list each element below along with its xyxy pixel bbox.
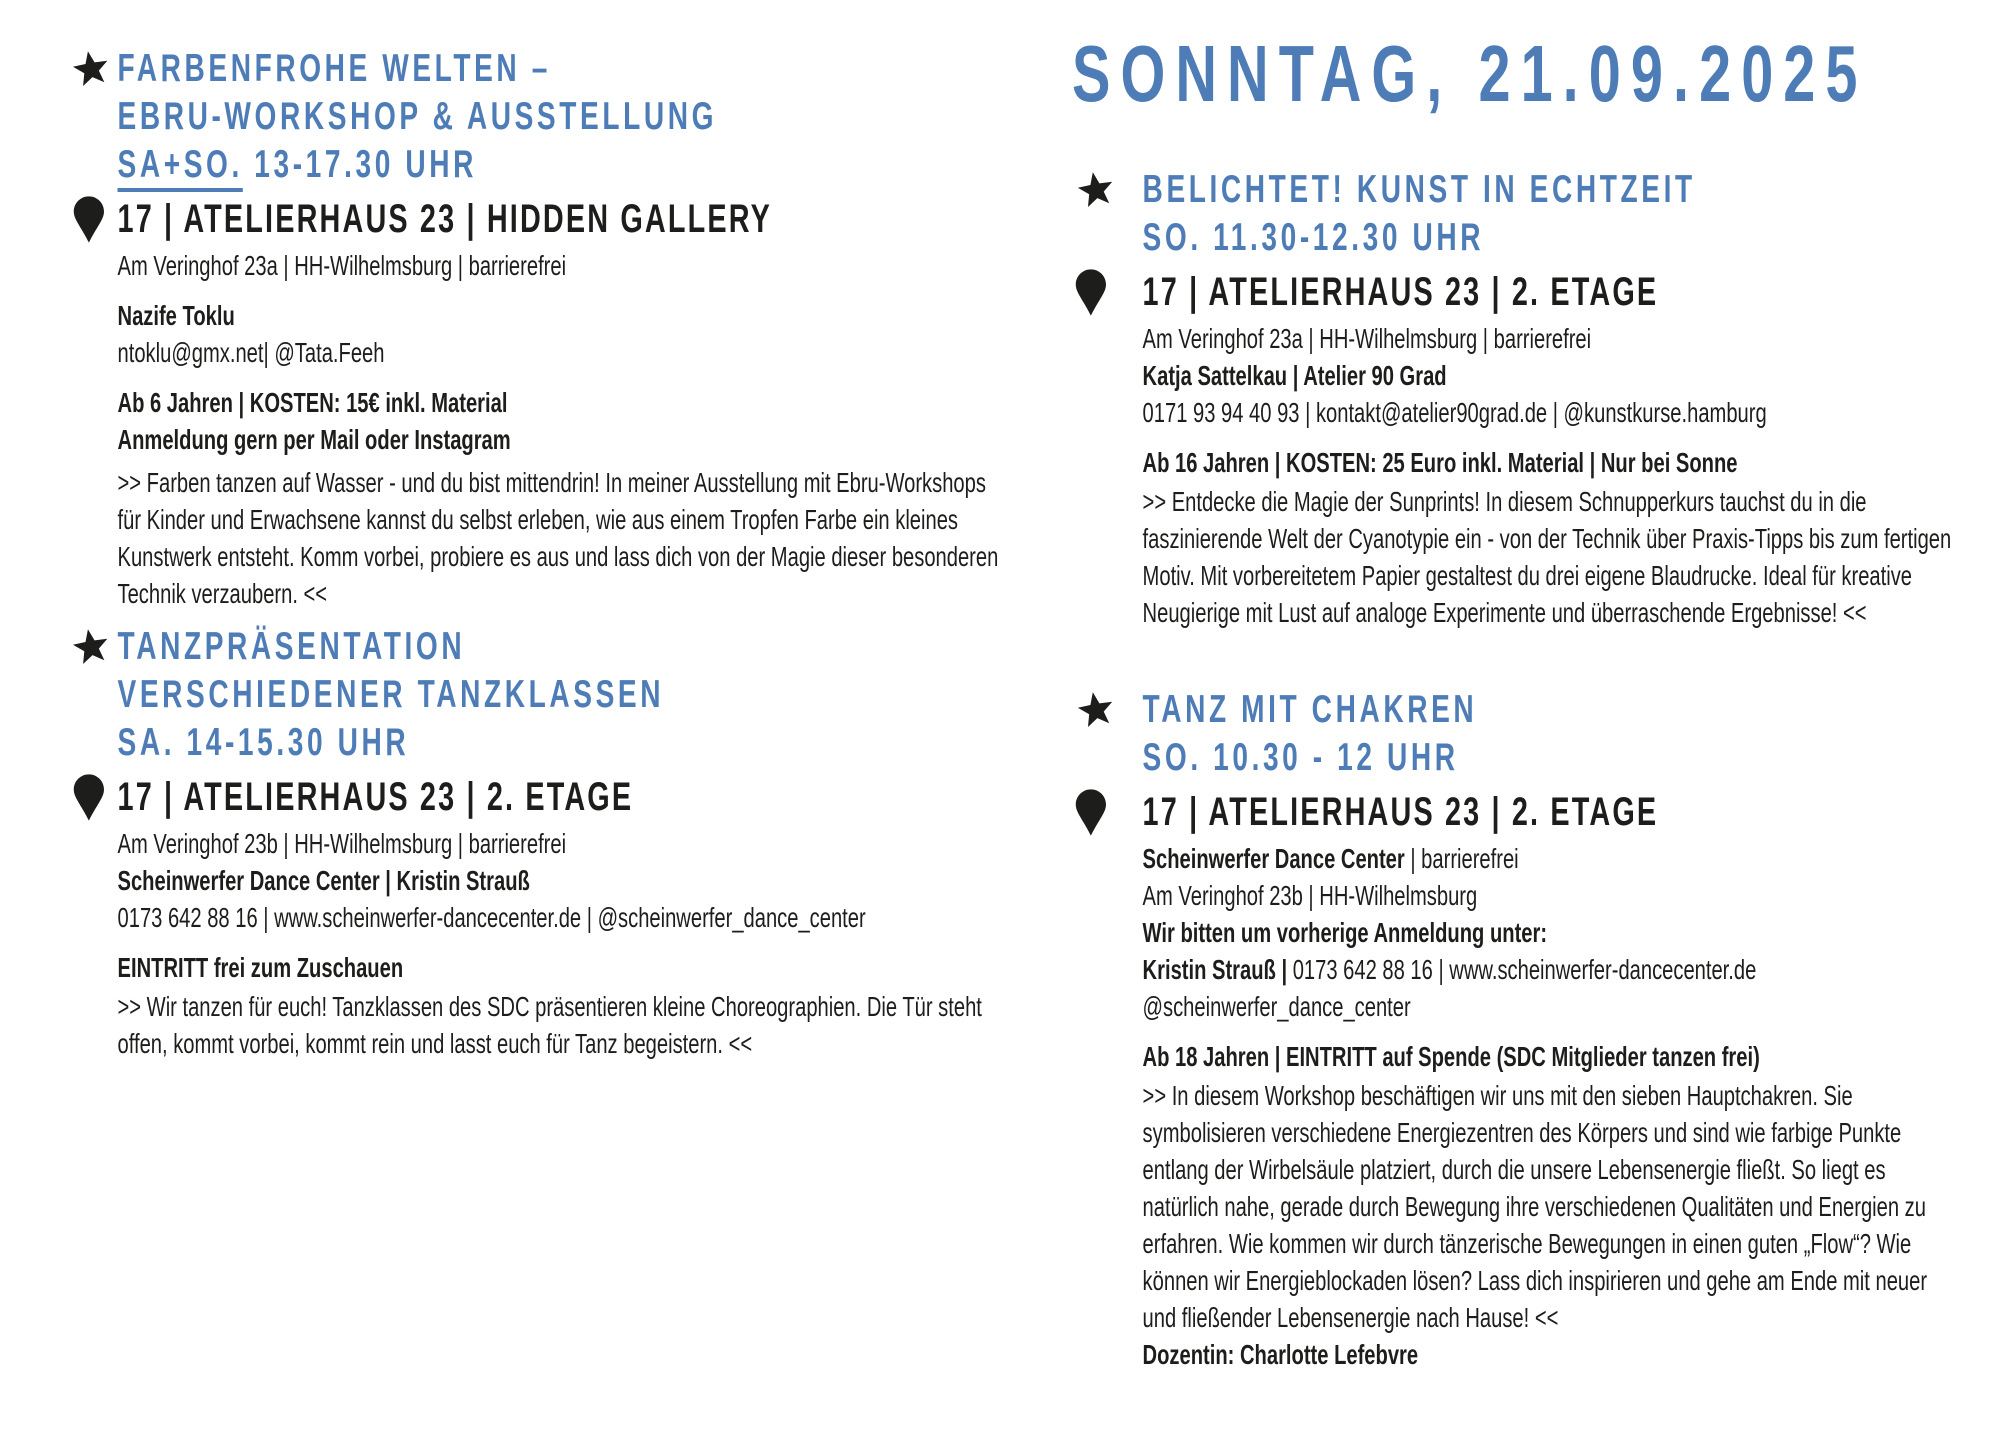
organizer-line — [1143, 840, 1965, 877]
event-title — [118, 623, 1014, 767]
contact-line: 0171 93 94 40 93 | kontakt@atelier90grad.de | @kunstkurse.hamburg — [1142, 397, 1767, 428]
event-title — [1143, 166, 1965, 262]
venue-text: 17 | ATELIERHAUS 23 | 2. ETAGE — [1142, 270, 1659, 314]
star-icon — [73, 51, 109, 85]
venue-row — [1143, 788, 1965, 836]
star-icon — [73, 629, 109, 663]
description-text: >> Wir tanzen für euch! Tanzklassen des SDC präsentieren kleine Choreographien. Die Tür steht offen, kommt vorbei, kommt rein und lasst euch für Tanz begeistern. << — [117, 991, 982, 1059]
event-title-line: TANZPRÄSENTATION — [117, 625, 466, 668]
event-title-line: TANZ MIT CHAKREN — [1142, 688, 1478, 731]
organizer-block — [1143, 840, 1965, 1025]
organizer-block — [1143, 320, 1965, 431]
info-line: Ab 18 Jahren | EINTRITT auf Spende (SDC Mitglieder tanzen frei) — [1142, 1041, 1760, 1072]
venue-row — [118, 195, 1014, 243]
event-time — [118, 141, 1014, 189]
organizer-line: Scheinwerfer Dance Center | Kristin Strauß — [117, 865, 530, 896]
right-column — [1072, 0, 1965, 1435]
day-header: SONNTAG, 21.09.2025 — [1072, 29, 1868, 118]
event-time: SA. 14-15.30 UHR — [117, 721, 410, 764]
description-text: >> Farben tanzen auf Wasser - und du bist mittendrin! In meiner Ausstellung mit Ebru-Workshops für Kinder und Erwachsene kannst du selbst erleben, wie aus einem Tropfen Farbe ein kleines Kunstwerk entsteht. Komm vorbei, probiere es aus und lass dich von der Magie dieser besonderen Technik verzaubern. << — [117, 467, 999, 609]
address-line: Am Veringhof 23b | HH-Wilhelmsburg | barrierefrei — [117, 828, 567, 859]
description-text: >> Entdecke die Magie der Sunprints! In diesem Schnupperkurs tauchst du in die faszinierende Welt der Cyanotypie ein - von der Technik über Praxis-Tipps bis zum fertigen Motiv. Mit vorbereitetem Papier gestaltest du drei eigene Blaudrucke. Ideal für kreative Neugierige mit Lust auf analoge Experimente und überraschende Ergebnisse! << — [1142, 486, 1952, 628]
star-icon — [1078, 692, 1114, 726]
description-text: >> In diesem Workshop beschäftigen wir uns mit den sieben Hauptchakren. Sie symbolisieren verschiedene Energiezentren des Körpers und sind wie farbige Punkte entlang der Wirbelsäule platziert, durch die unsere Lebensenergie fließt. So liegt es natürlich nahe, gerade durch Bewegung ihre verschiedenen Qualitäten und Energien zu erfahren. Wie kommen wir durch tänzerische Bewegungen in einen guten „Flow“? Wie können wir Energieblockaden lösen? Lass dich inspirieren und gehe am Ende mit neuer und fließender Lebensenergie nach Hause! << — [1142, 1080, 1928, 1333]
event-tanz-mit-chakren — [1072, 686, 1965, 1373]
address-line: Am Veringhof 23a | HH-Wilhelmsburg | barrierefrei — [117, 250, 567, 281]
organizer-block — [118, 825, 1014, 936]
star-icon — [1078, 172, 1114, 206]
contact-block — [118, 297, 1014, 371]
lecturer-line: Dozentin: Charlotte Lefebvre — [1142, 1339, 1419, 1370]
event-title-line: VERSCHIEDENER TANZKLASSEN — [117, 673, 665, 716]
venue-text: 17 | ATELIERHAUS 23 | 2. ETAGE — [117, 775, 634, 819]
location-pin-icon — [73, 771, 105, 824]
contact-line: ntoklu@gmx.net| @Tata.Feeh — [117, 337, 385, 368]
venue-row — [118, 773, 1014, 821]
event-title-line: BELICHTET! KUNST IN ECHTZEIT — [1142, 168, 1696, 211]
venue-row — [1143, 268, 1965, 316]
location-pin-icon — [73, 193, 105, 246]
event-farbenfrohe-welten — [70, 45, 1013, 612]
event-time-hours: 13-17.30 UHR — [242, 143, 478, 186]
left-column — [70, 0, 1013, 1435]
event-title-line: FARBENFROHE WELTEN – — [117, 47, 551, 90]
contact-line: @scheinwerfer_dance_center — [1142, 991, 1411, 1022]
organizer-note: | barrierefrei — [1404, 843, 1519, 874]
venue-text: 17 | ATELIERHAUS 23 | HIDDEN GALLERY — [117, 197, 773, 241]
location-pin-icon — [1075, 266, 1107, 319]
event-title — [1143, 686, 1965, 782]
contact-line — [1143, 951, 1965, 988]
info-line: Anmeldung gern per Mail oder Instagram — [117, 424, 511, 455]
event-tanzpraesentation — [70, 623, 1013, 1062]
organizer-name: Scheinwerfer Dance Center — [1142, 843, 1405, 874]
address-line: Am Veringhof 23b | HH-Wilhelmsburg — [1142, 880, 1478, 911]
contact-line: 0173 642 88 16 | www.scheinwerfer-dancecenter.de | @scheinwerfer_dance_center — [117, 902, 866, 933]
event-title — [118, 45, 1014, 189]
contact-name: Kristin Strauß | — [1142, 954, 1293, 985]
registration-note: Wir bitten um vorherige Anmeldung unter: — [1142, 917, 1548, 948]
info-line: Ab 16 Jahren | KOSTEN: 25 Euro inkl. Material | Nur bei Sonne — [1142, 447, 1738, 478]
location-pin-icon — [1075, 786, 1107, 839]
organizer-line: Katja Sattelkau | Atelier 90 Grad — [1142, 360, 1447, 391]
venue-text: 17 | ATELIERHAUS 23 | 2. ETAGE — [1142, 790, 1659, 834]
info-line: EINTRITT frei zum Zuschauen — [117, 952, 404, 983]
contact-details: 0173 642 88 16 | www.scheinwerfer-dancecenter.de — [1292, 954, 1757, 985]
event-belichtet — [1072, 166, 1965, 631]
info-line: Ab 6 Jahren | KOSTEN: 15€ inkl. Material — [117, 387, 508, 418]
event-time: SO. 11.30-12.30 UHR — [1142, 216, 1485, 259]
info-block — [118, 384, 1014, 458]
address-line: Am Veringhof 23a | HH-Wilhelmsburg | barrierefrei — [1142, 323, 1592, 354]
event-time: SO. 10.30 - 12 UHR — [1142, 736, 1459, 779]
contact-name: Nazife Toklu — [117, 300, 235, 331]
event-time-days: SA+SO. — [118, 143, 243, 192]
event-title-line: EBRU-WORKSHOP & AUSSTELLUNG — [117, 95, 718, 138]
